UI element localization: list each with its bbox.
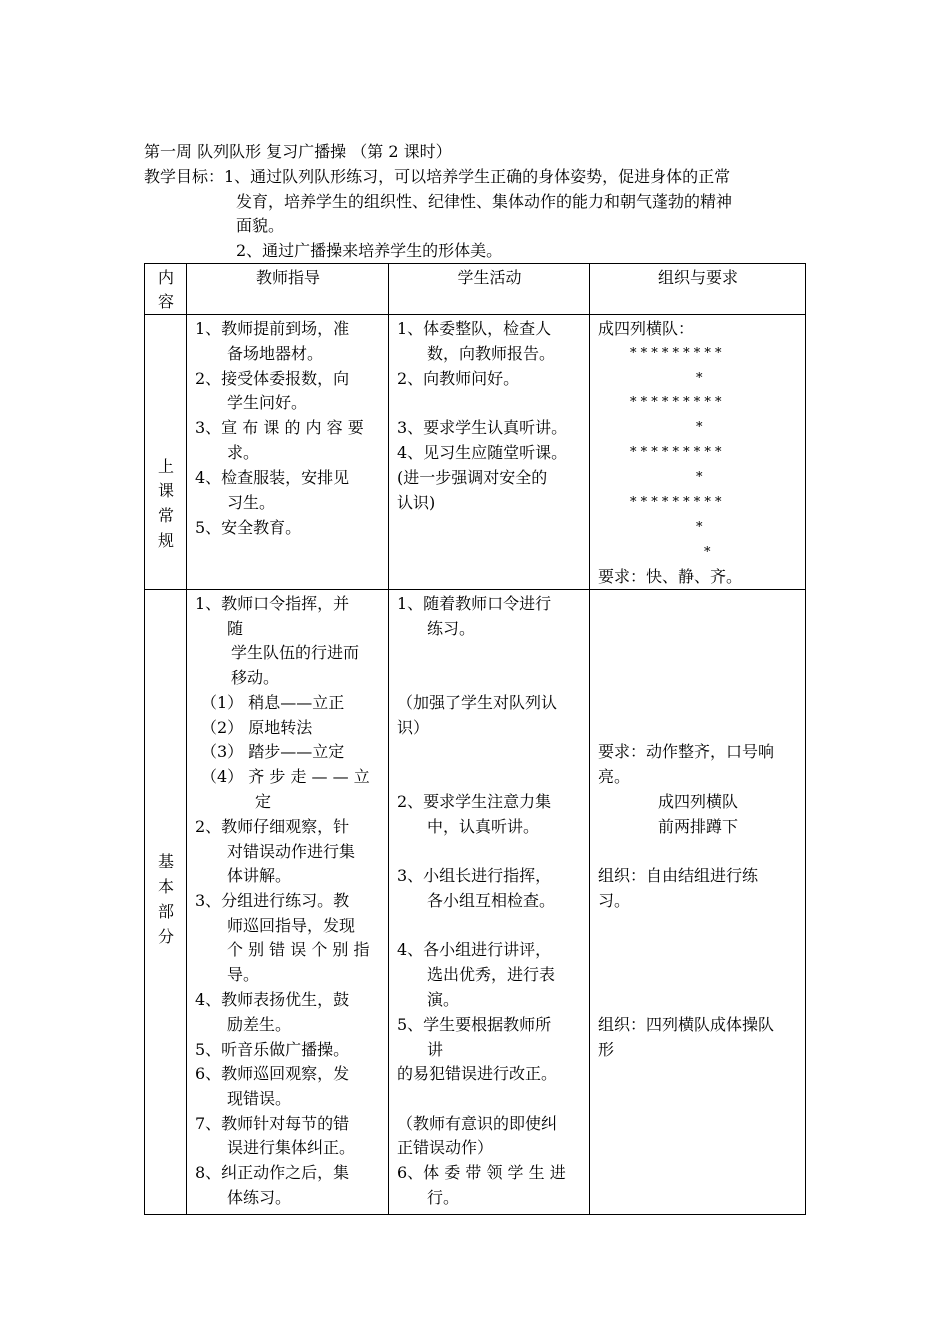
formation-row: * * * * * * * * * bbox=[630, 495, 722, 510]
basic-teacher-line: （2） 原地转法 bbox=[201, 718, 313, 737]
basic-teacher-line: 8、纠正动作之后，集 bbox=[195, 1163, 350, 1182]
basic-student-line: 4、各小组进行讲评， bbox=[397, 940, 552, 959]
basic-org-line: 要求：动作整齐，口号响 bbox=[598, 742, 775, 761]
routine-teacher-line: 备场地器材。 bbox=[227, 344, 324, 363]
basic-student-line: 正错误动作） bbox=[397, 1138, 494, 1157]
basic-teacher-line: 2、教师仔细观察，针 bbox=[195, 817, 350, 836]
routine-org-cell bbox=[590, 315, 806, 590]
basic-org-cell bbox=[590, 590, 806, 1215]
routine-student-line: 2、向教师问好。 bbox=[397, 369, 520, 388]
basic-student-line: 选出优秀，进行表 bbox=[427, 965, 556, 984]
basic-teacher-line: （1） 稍息——立正 bbox=[201, 693, 345, 712]
basic-teacher-line: 移动。 bbox=[231, 668, 280, 687]
basic-teacher-line: 学生队伍的行进而 bbox=[231, 643, 360, 662]
basic-teacher-cell bbox=[187, 590, 389, 1215]
basic-org-line: 亮。 bbox=[598, 767, 631, 786]
formation-leader: * bbox=[696, 520, 703, 535]
basic-org-line: 形 bbox=[598, 1040, 615, 1059]
basic-org-line: 成四列横队 bbox=[657, 792, 738, 811]
goal-line-4: 2、通过广播操来培养学生的形体美。 bbox=[236, 241, 503, 260]
header-teacher-cell bbox=[187, 264, 389, 315]
basic-teacher-line: 3、分组进行练习。教 bbox=[195, 891, 350, 910]
formation-teacher: * bbox=[704, 545, 711, 560]
goal-line-3: 面貌。 bbox=[236, 216, 285, 235]
table-header-row bbox=[145, 264, 806, 315]
routine-student-line: 4、见习生应随堂听课。 bbox=[397, 443, 568, 462]
basic-teacher-line: 导。 bbox=[227, 965, 260, 984]
basic-teacher-line: 定 bbox=[255, 792, 272, 811]
routine-org-line: 成四列横队： bbox=[598, 319, 695, 338]
basic-label-char: 部 bbox=[157, 902, 174, 921]
basic-teacher-line: 7、教师针对每节的错 bbox=[195, 1114, 350, 1133]
routine-label-cell bbox=[145, 315, 187, 590]
routine-label-char: 常 bbox=[157, 506, 174, 525]
routine-student-line: (进一步强调对安全的 bbox=[397, 468, 548, 487]
basic-teacher-line: 4、教师表扬优生，鼓 bbox=[195, 990, 350, 1009]
basic-teacher-line: 励差生。 bbox=[227, 1015, 292, 1034]
routine-teacher-cell bbox=[187, 315, 389, 590]
basic-teacher-line: 6、教师巡回观察，发 bbox=[195, 1064, 350, 1083]
basic-student-line: 1、随着教师口令进行 bbox=[397, 594, 552, 613]
formation-leader: * bbox=[696, 470, 703, 485]
basic-student-line: 2、要求学生注意力集 bbox=[397, 792, 552, 811]
basic-student-line: 6、体 委 带 领 学 生 进 bbox=[397, 1163, 566, 1182]
basic-student-line: （加强了学生对队列认 bbox=[397, 693, 558, 712]
lesson-plan-table bbox=[144, 263, 806, 1215]
header-content-cell bbox=[145, 264, 187, 315]
goal-line-1: 教学目标：1、通过队列队形练习，可以培养学生正确的身体姿势，促进身体的正常 bbox=[144, 167, 731, 186]
routine-student-cell bbox=[389, 315, 590, 590]
basic-student-line: 3、小组长进行指挥， bbox=[397, 866, 552, 885]
routine-label-char: 上 bbox=[157, 457, 174, 476]
basic-teacher-line: 个 别 错 误 个 别 指 bbox=[227, 940, 370, 959]
basic-teacher-line: （4） 齐 步 走 — — 立 bbox=[201, 767, 370, 786]
header-content-char-2: 容 bbox=[157, 292, 174, 311]
routine-label-char: 规 bbox=[157, 531, 174, 550]
basic-teacher-line: 师巡回指导，发现 bbox=[227, 916, 356, 935]
basic-teacher-line: 体练习。 bbox=[227, 1188, 292, 1207]
header-student: 学生活动 bbox=[457, 268, 522, 287]
basic-teacher-line: 随 bbox=[227, 619, 244, 638]
basic-org-line: 习。 bbox=[598, 891, 631, 910]
routine-student-line: 认识) bbox=[397, 493, 436, 512]
basic-student-line: 行。 bbox=[427, 1188, 460, 1207]
lesson-title: 第一周 队列队形 复习广播操 （第 2 课时） bbox=[144, 142, 452, 161]
basic-teacher-line: （3） 踏步——立定 bbox=[201, 742, 345, 761]
header-org-cell bbox=[590, 264, 806, 315]
basic-label-char: 本 bbox=[157, 877, 174, 896]
goal-line-2: 发育，培养学生的组织性、纪律性、集体动作的能力和朝气蓬勃的精神 bbox=[236, 192, 733, 211]
routine-teacher-line: 5、安全教育。 bbox=[195, 518, 302, 537]
basic-org-line: 前两排蹲下 bbox=[657, 817, 738, 836]
basic-label-char: 分 bbox=[157, 927, 174, 946]
basic-label-char: 基 bbox=[157, 852, 174, 871]
basic-student-line: 识） bbox=[397, 718, 430, 737]
routine-teacher-line: 3、宣 布 课 的 内 容 要 bbox=[195, 418, 364, 437]
basic-student-line: 各小组互相检查。 bbox=[427, 891, 556, 910]
basic-student-line: 演。 bbox=[427, 990, 460, 1009]
routine-label-char: 课 bbox=[157, 481, 174, 500]
routine-teacher-line: 学生问好。 bbox=[227, 393, 308, 412]
basic-teacher-line: 1、教师口令指挥，并 bbox=[195, 594, 350, 613]
formation-leader: * bbox=[696, 371, 703, 386]
basic-student-line: 中，认真听讲。 bbox=[427, 817, 540, 836]
formation-row: * * * * * * * * * bbox=[630, 346, 722, 361]
routine-student-line: 3、要求学生认真听讲。 bbox=[397, 418, 568, 437]
header-org: 组织与要求 bbox=[657, 268, 738, 287]
basic-student-line: 5、学生要根据教师所 bbox=[397, 1015, 552, 1034]
basic-org-line: 组织：四列横队成体操队 bbox=[598, 1015, 775, 1034]
formation-leader: * bbox=[696, 420, 703, 435]
routine-teacher-line: 2、接受体委报数，向 bbox=[195, 369, 350, 388]
routine-teacher-line: 求。 bbox=[227, 443, 260, 462]
basic-teacher-line: 现错误。 bbox=[227, 1089, 292, 1108]
section-basic-row bbox=[145, 590, 806, 1215]
basic-org-line: 组织：自由结组进行练 bbox=[598, 866, 759, 885]
routine-teacher-line: 4、检查服装，安排见 bbox=[195, 468, 350, 487]
basic-teacher-line: 误进行集体纠正。 bbox=[227, 1138, 356, 1157]
header-content-char-1: 内 bbox=[157, 268, 174, 287]
basic-label-cell bbox=[145, 590, 187, 1215]
routine-student-line: 数，向教师报告。 bbox=[427, 344, 556, 363]
routine-requirement: 要求：快、静、齐。 bbox=[598, 567, 743, 586]
formation-row: * * * * * * * * * bbox=[630, 395, 722, 410]
basic-teacher-line: 对错误动作进行集 bbox=[227, 842, 356, 861]
basic-teacher-line: 体讲解。 bbox=[227, 866, 292, 885]
basic-student-line: （教师有意识的即使纠 bbox=[397, 1114, 558, 1133]
basic-student-cell bbox=[389, 590, 590, 1215]
routine-student-line: 1、体委整队，检查人 bbox=[397, 319, 552, 338]
basic-student-line: 练习。 bbox=[427, 619, 476, 638]
header-teacher: 教师指导 bbox=[255, 268, 320, 287]
routine-teacher-line: 1、教师提前到场，准 bbox=[195, 319, 350, 338]
formation-row: * * * * * * * * * bbox=[630, 445, 722, 460]
routine-teacher-line: 习生。 bbox=[227, 493, 276, 512]
section-routine-row bbox=[145, 315, 806, 590]
basic-teacher-line: 5、听音乐做广播操。 bbox=[195, 1040, 350, 1059]
basic-student-line: 讲 bbox=[427, 1040, 444, 1059]
basic-student-line: 的易犯错误进行改正。 bbox=[397, 1064, 558, 1083]
header-student-cell bbox=[389, 264, 590, 315]
